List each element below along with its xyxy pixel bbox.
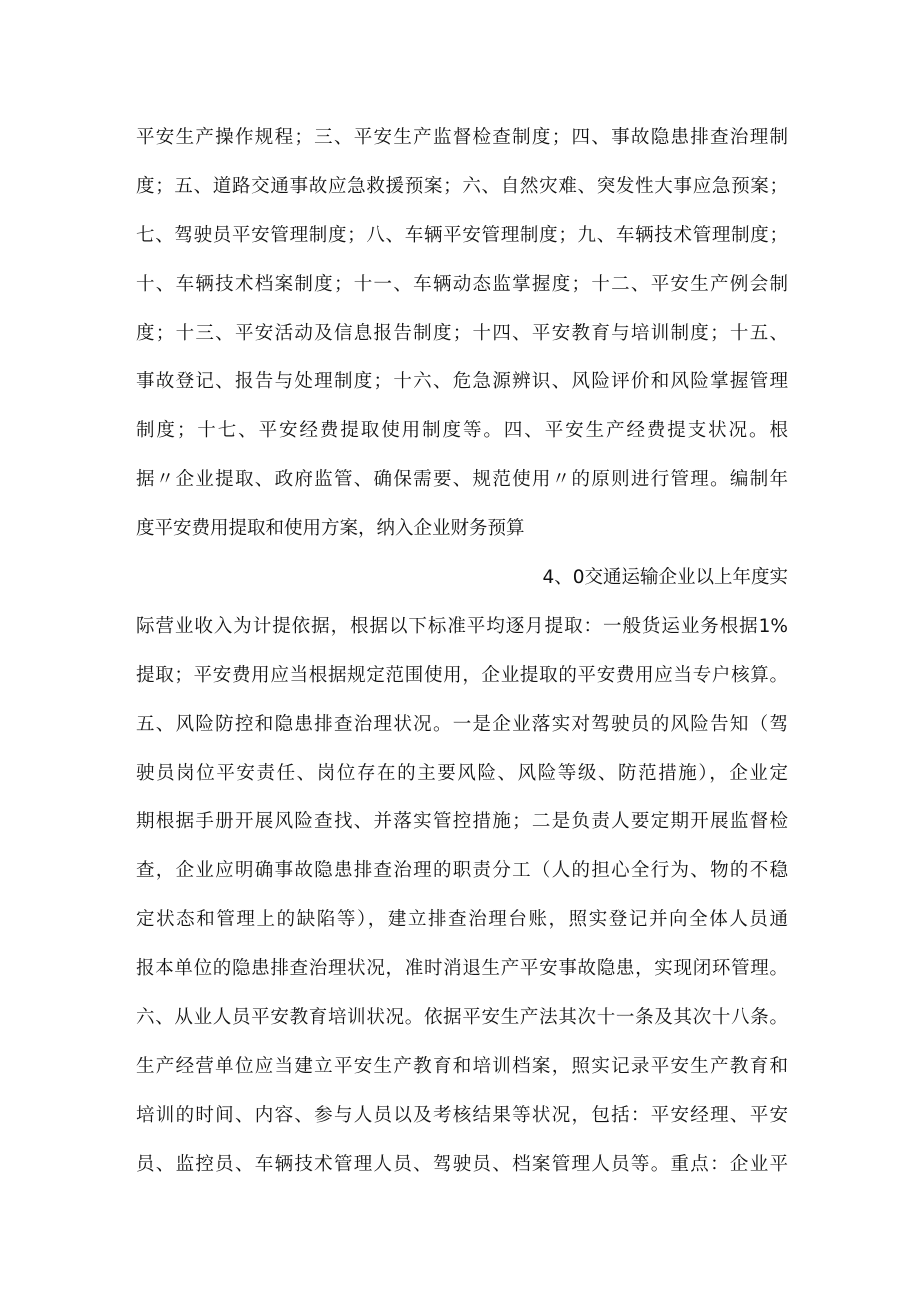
text-line: 七、驾驶员平安管理制度；八、车辆平安管理制度；九、车辆技术管理制度；: [136, 224, 788, 246]
text-line: 度；十三、平安活动及信息报告制度；十四、平安教育与培训制度；十五、: [136, 322, 788, 344]
text-line: 据〃企业提取、政府监管、确保需要、规范使用〃的原则进行管理。编制年: [136, 469, 788, 491]
text-line: 查，企业应明确事故隐患排查治理的职责分工（人的担心全行为、物的不稳: [136, 860, 788, 882]
text-line: 培训的时间、内容、参与人员以及考核结果等状况，包括：平安经理、平安: [136, 1104, 788, 1126]
text-line: 驶员岗位平安责任、岗位存在的主要风险、风险等级、防范措施），企业定: [136, 762, 788, 784]
text-line: 事故登记、报告与处理制度；十六、危急源辨识、风险评价和风险掌握管理: [136, 371, 788, 393]
text-line: 期根据手册开展风险查找、并落实管控措施；二是负责人要定期开展监督检: [136, 811, 788, 833]
text-line: 度平安费用提取和使用方案，纳入企业财务预算: [136, 518, 525, 540]
text-line: 度；五、道路交通事故应急救援预案；六、自然灾难、突发性大事应急预案；: [136, 175, 788, 197]
text-line: 平安生产操作规程；三、平安生产监督检查制度；四、事故隐患排查治理制: [136, 127, 788, 148]
text-line: 生产经营单位应当建立平安生产教育和培训档案，照实记录平安生产教育和: [136, 1055, 788, 1077]
text-line: 4、0交通运输企业以上年度实: [542, 567, 788, 589]
text-line: 六、从业人员平安教育培训状况。依据平安生产法其次十一条及其次十八条。: [136, 1007, 788, 1029]
text-line: 员、监控员、车辆技术管理人员、驾驶员、档案管理人员等。重点：企业平: [136, 1153, 788, 1175]
document-page: [136, 114, 788, 1190]
text-line: 十、车辆技术档案制度；十一、车辆动态监掌握度；十二、平安生产例会制: [136, 273, 788, 295]
text-line: 定状态和管理上的缺陷等），建立排查治理台账，照实登记并向全体人员通: [136, 909, 788, 931]
text-line: 制度；十七、平安经费提取使用制度等。四、平安生产经费提支状况。根: [136, 420, 788, 442]
text-line: 提取；平安费用应当根据规定范围使用，企业提取的平安费用应当专户核算。: [136, 664, 788, 686]
text-line: 报本单位的隐患排查治理状况，准时消退生产平安事故隐患，实现闭环管理。: [136, 958, 788, 980]
text-line: 际营业收入为计提依据，根据以下标准平均逐月提取：一般货运业务根据1%: [136, 615, 788, 637]
text-line: 五、风险防控和隐患排查治理状况。一是企业落实对驾驶员的风险告知（驾: [136, 713, 788, 735]
